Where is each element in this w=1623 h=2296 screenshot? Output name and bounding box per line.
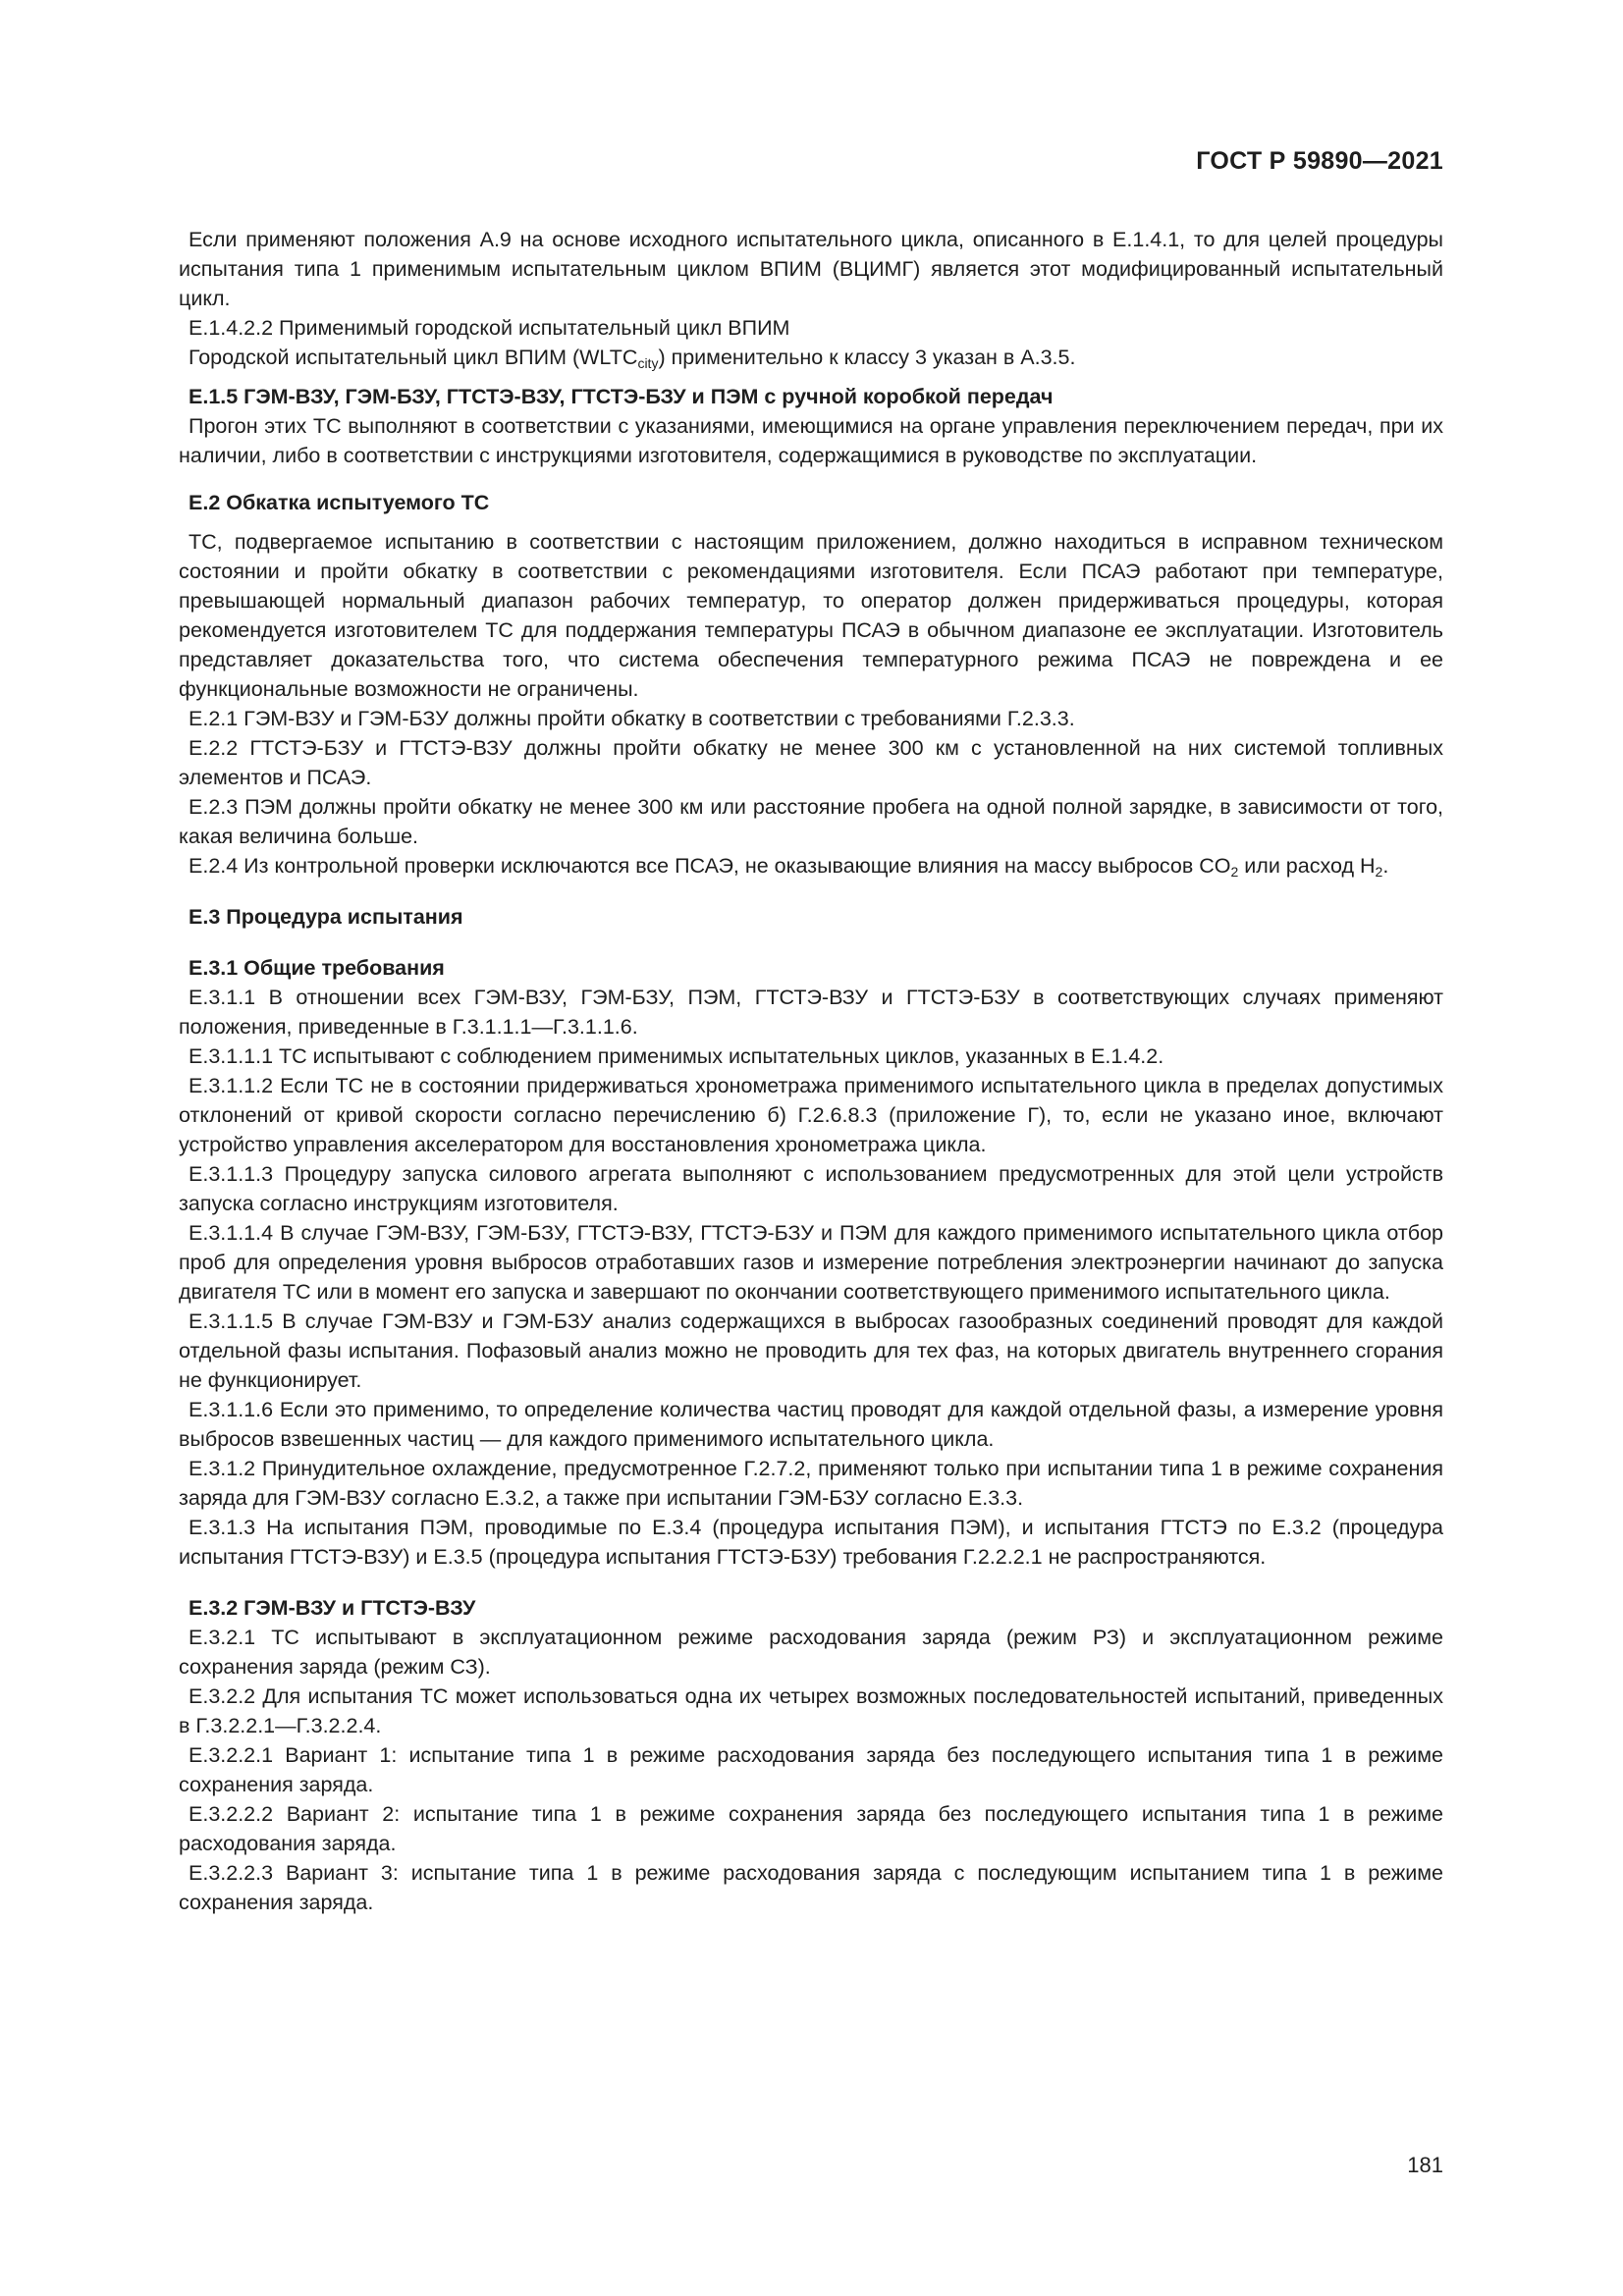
document-header: ГОСТ Р 59890—2021: [1196, 147, 1443, 175]
paragraph: Е.3.1.1.3 Процедуру запуска силового агрегата выполняют с использованием предусмотренных для этой цели устройств запуска согласно инструкциям изготовителя.: [179, 1162, 1443, 1215]
paragraph: Е.2.4 Из контрольной проверки исключаются все ПСАЭ, не оказывающие влияния на массу выбросов $CO_2$ или расход $H_2$.: [189, 854, 1389, 880]
paragraph: Е.3.2.2 Для испытания ТС может использоваться одна их четырех возможных последовательностей испытаний, приведенных в Г.3.2.2.1—Г.3.2.2.4.: [179, 1684, 1443, 1737]
paragraph: Если применяют положения А.9 на основе исходного испытательного цикла, описанного в Е.1.4.1, то для целей процедуры испытания типа 1 применимым испытательным циклом ВПИМ (ВЦИМГ) является этот модифицированный испытательный цикл.: [179, 228, 1443, 310]
paragraph: Е.1.4.2.2 Применимый городской испытательный цикл ВПИМ: [189, 316, 790, 340]
paragraph: Городской испытательный цикл ВПИМ $(WLTC_{city})$ применительно к классу 3 указан в А.3.5.: [189, 346, 1076, 371]
paragraph: Е.3.1.1.6 Если это применимо, то определение количества частиц проводят для каждой отдельной фазы, а измерение уровня выбросов взвешенных частиц — для каждого применимого испытательного цикла.: [179, 1398, 1443, 1451]
paragraph: ТС, подвергаемое испытанию в соответствии с настоящим приложением, должно находиться в исправном техническом состоянии и пройти обкатку в соответствии с рекомендациями изготовителя. Если ПСАЭ работают при температуре, превышающей нормальный диапазон рабочих температур, то оператор должен придерживаться процедуры, которая рекомендуется изготовителем ТС для поддержания температуры ПСАЭ в обычном диапазоне ее эксплуатации. Изготовитель представляет доказательства того, что система обеспечения температурного режима ПСАЭ не повреждена и ее функциональные возможности не ограничены.: [179, 530, 1443, 701]
paragraph: Е.3.1.1.1 ТС испытывают с соблюдением применимых испытательных циклов, указанных в Е.1.4.2.: [189, 1044, 1164, 1068]
section-heading: Е.2 Обкатка испытуемого ТС: [189, 491, 490, 514]
paragraph: Е.3.2.2.1 Вариант 1: испытание типа 1 в режиме расходования заряда без последующего испытания типа 1 в режиме сохранения заряда.: [179, 1743, 1443, 1796]
section-heading: Е.1.5 ГЭМ-ВЗУ, ГЭМ-БЗУ, ГТСТЭ-ВЗУ, ГТСТЭ-БЗУ и ПЭМ с ручной коробкой передач: [189, 385, 1054, 408]
paragraph: Е.2.1 ГЭМ-ВЗУ и ГЭМ-БЗУ должны пройти обкатку в соответствии с требованиями Г.2.3.3.: [189, 707, 1075, 730]
section-heading: Е.3 Процедура испытания: [189, 905, 463, 929]
section-heading: Е.3.2 ГЭМ-ВЗУ и ГТСТЭ-ВЗУ: [189, 1596, 476, 1620]
paragraph: Е.3.1.1.4 В случае ГЭМ-ВЗУ, ГЭМ-БЗУ, ГТСТЭ-ВЗУ, ГТСТЭ-БЗУ и ПЭМ для каждого применимого испытательного цикла отбор проб для определения уровня выбросов отработавших газов и измерение потребления электроэнергии начинают до запуска двигателя ТС или в момент его запуска и завершают по окончании соответствующего применимого испытательного цикла.: [179, 1221, 1443, 1304]
paragraph: Е.3.2.1 ТС испытывают в эксплуатационном режиме расходования заряда (режим РЗ) и эксплуатационном режиме сохранения заряда (режим СЗ).: [179, 1626, 1443, 1679]
paragraph: Е.2.3 ПЭМ должны пройти обкатку не менее 300 км или расстояние пробега на одной полной зарядке, в зависимости от того, какая величина больше.: [179, 795, 1443, 848]
paragraph: Е.2.2 ГТСТЭ-БЗУ и ГТСТЭ-ВЗУ должны пройти обкатку не менее 300 км с установленной на них системой топливных элементов и ПСАЭ.: [179, 736, 1443, 789]
section-heading: Е.3.1 Общие требования: [189, 956, 445, 980]
paragraph: Е.3.1.2 Принудительное охлаждение, предусмотренное Г.2.7.2, применяют только при испытании типа 1 в режиме сохранения заряда для ГЭМ-ВЗУ согласно Е.3.2, а также при испытании ГЭМ-БЗУ согласно Е.3.3.: [179, 1457, 1443, 1510]
page-number: 181: [1407, 2153, 1443, 2177]
paragraph: Е.3.1.1 В отношении всех ГЭМ-ВЗУ, ГЭМ-БЗУ, ПЭМ, ГТСТЭ-ВЗУ и ГТСТЭ-БЗУ в соответствующих случаях применяют положения, приведенные в Г.3.1.1.1—Г.3.1.1.6.: [179, 986, 1443, 1039]
paragraph: Е.3.1.1.2 Если ТС не в состоянии придерживаться хронометража применимого испытательного цикла в пределах допустимых отклонений от кривой скорости согласно перечислению б) Г.2.6.8.3 (приложение Г), то, если не указано иное, включают устройство управления акселератором для восстановления хронометража цикла.: [179, 1074, 1443, 1156]
document-body: [179, 225, 1443, 1917]
paragraph: Прогон этих ТС выполняют в соответствии с указаниями, имеющимися на органе управления переключением передач, при их наличии, либо в соответствии с инструкциями изготовителя, содержащимися в руководстве по эксплуатации.: [179, 414, 1443, 467]
paragraph: Е.3.1.1.5 В случае ГЭМ-ВЗУ и ГЭМ-БЗУ анализ содержащихся в выбросах газообразных соединений проводят для каждой отдельной фазы испытания. Пофазовый анализ можно не проводить для тех фаз, на которых двигатель внутреннего сгорания не функционирует.: [179, 1309, 1443, 1392]
paragraph: Е.3.1.3 На испытания ПЭМ, проводимые по Е.3.4 (процедура испытания ПЭМ), и испытания ГТСТЭ по Е.3.2 (процедура испытания ГТСТЭ-ВЗУ) и Е.3.5 (процедура испытания ГТСТЭ-БЗУ) требования Г.2.2.2.1 не распространяются.: [179, 1516, 1443, 1569]
paragraph: Е.3.2.2.3 Вариант 3: испытание типа 1 в режиме расходования заряда с последующим испытанием типа 1 в режиме сохранения заряда.: [179, 1861, 1443, 1914]
paragraph: Е.3.2.2.2 Вариант 2: испытание типа 1 в режиме сохранения заряда без последующего испытания типа 1 в режиме расходования заряда.: [179, 1802, 1443, 1855]
